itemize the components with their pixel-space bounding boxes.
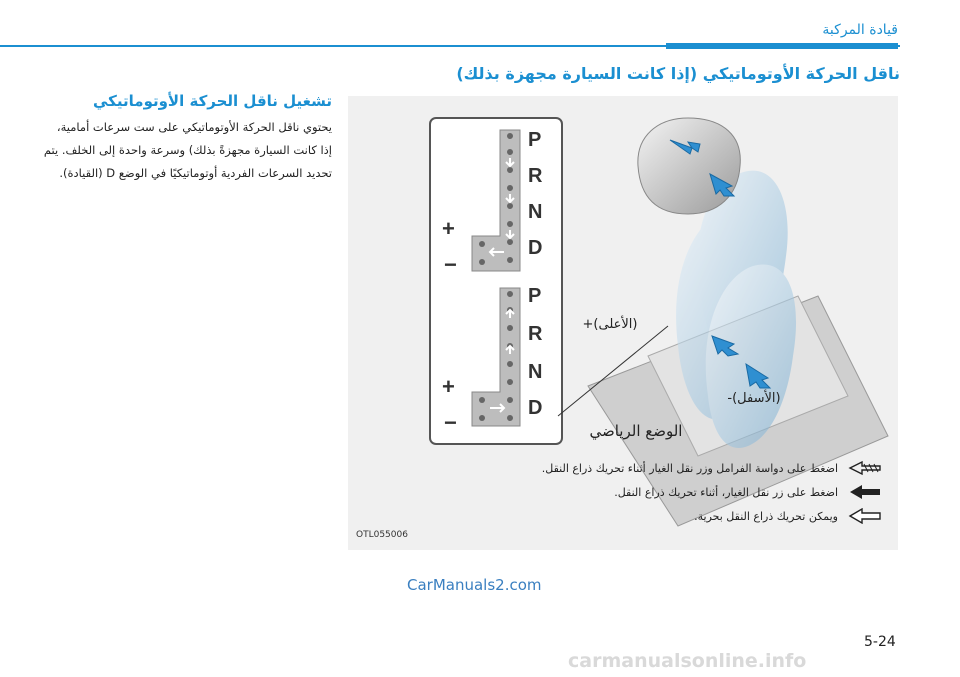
- gear-n-bottom: N: [528, 361, 543, 383]
- header-rule-accent: [666, 43, 898, 49]
- solid-arrow-icon: [848, 484, 882, 500]
- label-sport-mode: الوضع الرياضي: [589, 422, 683, 440]
- shift-knob: [638, 118, 740, 214]
- figure-code: OTL055006: [356, 530, 408, 540]
- hatched-arrow-icon: [848, 460, 882, 476]
- gear-r-top: R: [528, 165, 543, 187]
- legend-row: [542, 460, 882, 476]
- label-upshift: (الأعلى)+: [582, 317, 638, 332]
- gear-d-bottom: D: [528, 397, 543, 419]
- minus-sign-bottom: −: [444, 410, 457, 435]
- outline-arrow-icon: [848, 508, 882, 524]
- operation-title: تشغيل ناقل الحركة الأوتوماتيكي: [93, 92, 332, 110]
- gear-d-top: D: [528, 237, 543, 259]
- shift-lever-figure: [348, 96, 898, 550]
- header-title: قيادة المركبة: [822, 22, 898, 38]
- minus-sign-top: −: [444, 252, 457, 277]
- legend-text: ويمكن تحريك ذراع النقل بحرية.: [694, 509, 838, 523]
- legend-row: [614, 484, 882, 500]
- gear-p-top: P: [528, 129, 542, 151]
- gear-n-top: N: [528, 201, 543, 223]
- shift-diagram: [348, 96, 898, 550]
- page-number: 5-24: [864, 634, 896, 650]
- section-title: ناقل الحركة الأوتوماتيكي (إذا كانت السيارة مجهزة بذلك): [456, 64, 900, 83]
- operation-body: يحتوي ناقل الحركة الأوتوماتيكي على ست سرعات أمامية، إذا كانت السيارة مجهزةً بذلك) وسرعة واحدة إلى الخلف. يتم تحديد السرعات الفردية أوتوماتيكيًا في الوضع D (القيادة).: [43, 120, 332, 180]
- watermark-footer: carmanualsonline.info: [568, 650, 807, 672]
- gear-r-bottom: R: [528, 323, 543, 345]
- gear-p-bottom: P: [528, 285, 542, 307]
- label-downshift: (الأسفل)-: [727, 391, 781, 406]
- legend-text: اضغط على زر نقل الغيار، أثناء تحريك ذراع النقل.: [614, 485, 838, 499]
- plus-sign-bottom: +: [442, 374, 455, 399]
- watermark-link[interactable]: CarManuals2.com: [407, 576, 542, 594]
- legend-row: [694, 508, 882, 524]
- plus-sign-top: +: [442, 216, 455, 241]
- legend-text: اضغط على دواسة الفرامل وزر نقل الغيار أثناء تحريك ذراع النقل.: [541, 461, 838, 475]
